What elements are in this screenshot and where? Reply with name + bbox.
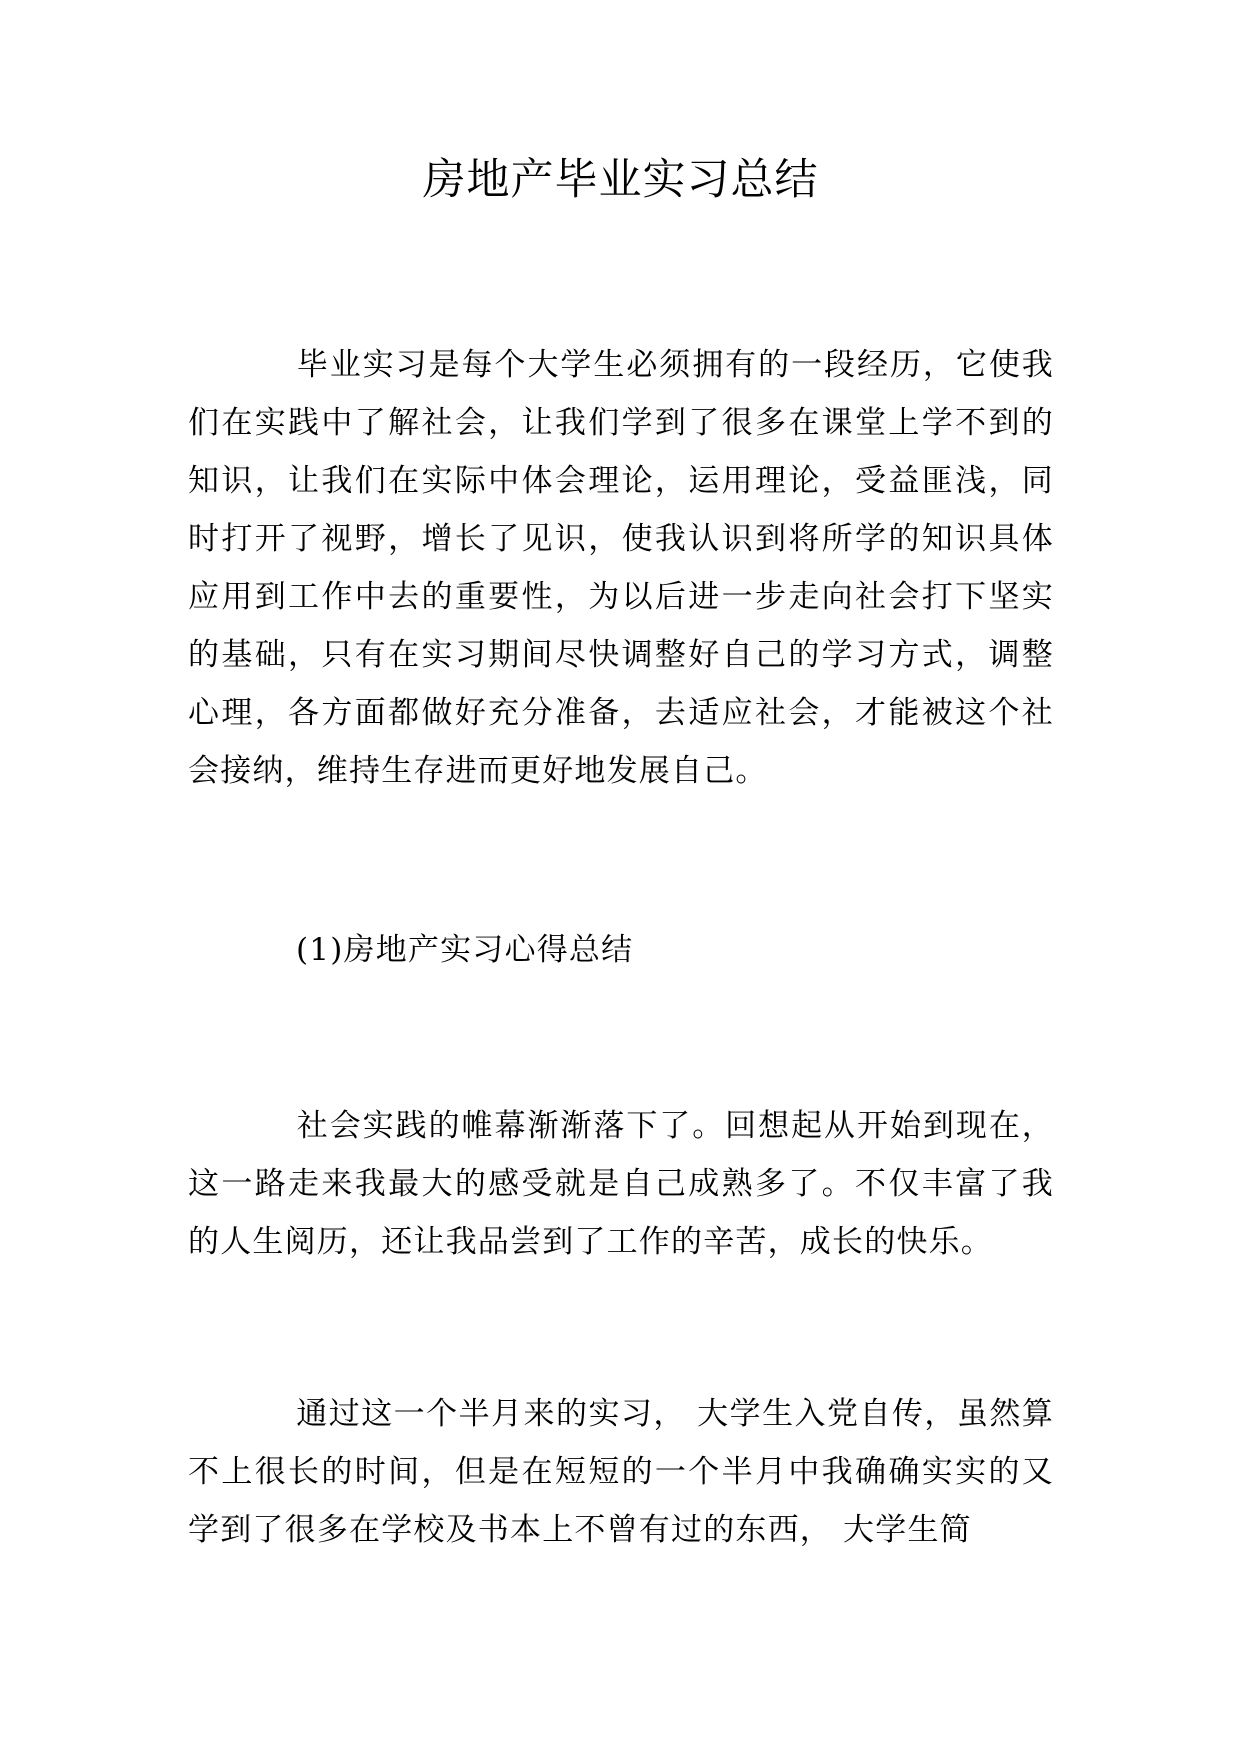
section-heading-text: (1)房地产实习心得总结 — [296, 932, 634, 968]
paragraph-intro — [188, 336, 1054, 800]
paragraph-text: 社会实践的帷幕渐渐落下了。回想起从开始到现在，这一路走来我最大的感受就是自己成熟多了。不仅丰富了我的人生阅历，还让我品尝到了工作的辛苦，成长的快乐。 — [188, 1108, 1054, 1260]
paragraph-text: 通过这一个半月来的实习， 大学生入党自传，虽然算不上很长的时间，但是在短短的一个半月中我确确实实的又学到了很多在学校及书本上不曾有过的东西， 大学生简 — [188, 1396, 1054, 1548]
document-title: 房地产毕业实习总结 — [422, 155, 819, 205]
paragraph-practice — [188, 1097, 1054, 1271]
section-heading — [188, 921, 1054, 979]
paragraph-text: 毕业实习是每个大学生必须拥有的一段经历，它使我们在实践中了解社会，让我们学到了很多在课堂上学不到的知识，让我们在实际中体会理论，运用理论，受益匪浅，同时打开了视野，增长了见识，使我认识到将所学的知识具体应用到工作中去的重要性，为以后进一步走向社会打下坚实的基础，只有在实习期间尽快调整好自己的学习方式，调整心理，各方面都做好充分准备，去适应社会，才能被这个社会接纳，维持生存进而更好地发展自己。 — [188, 347, 1054, 789]
paragraph-internship — [188, 1385, 1054, 1559]
